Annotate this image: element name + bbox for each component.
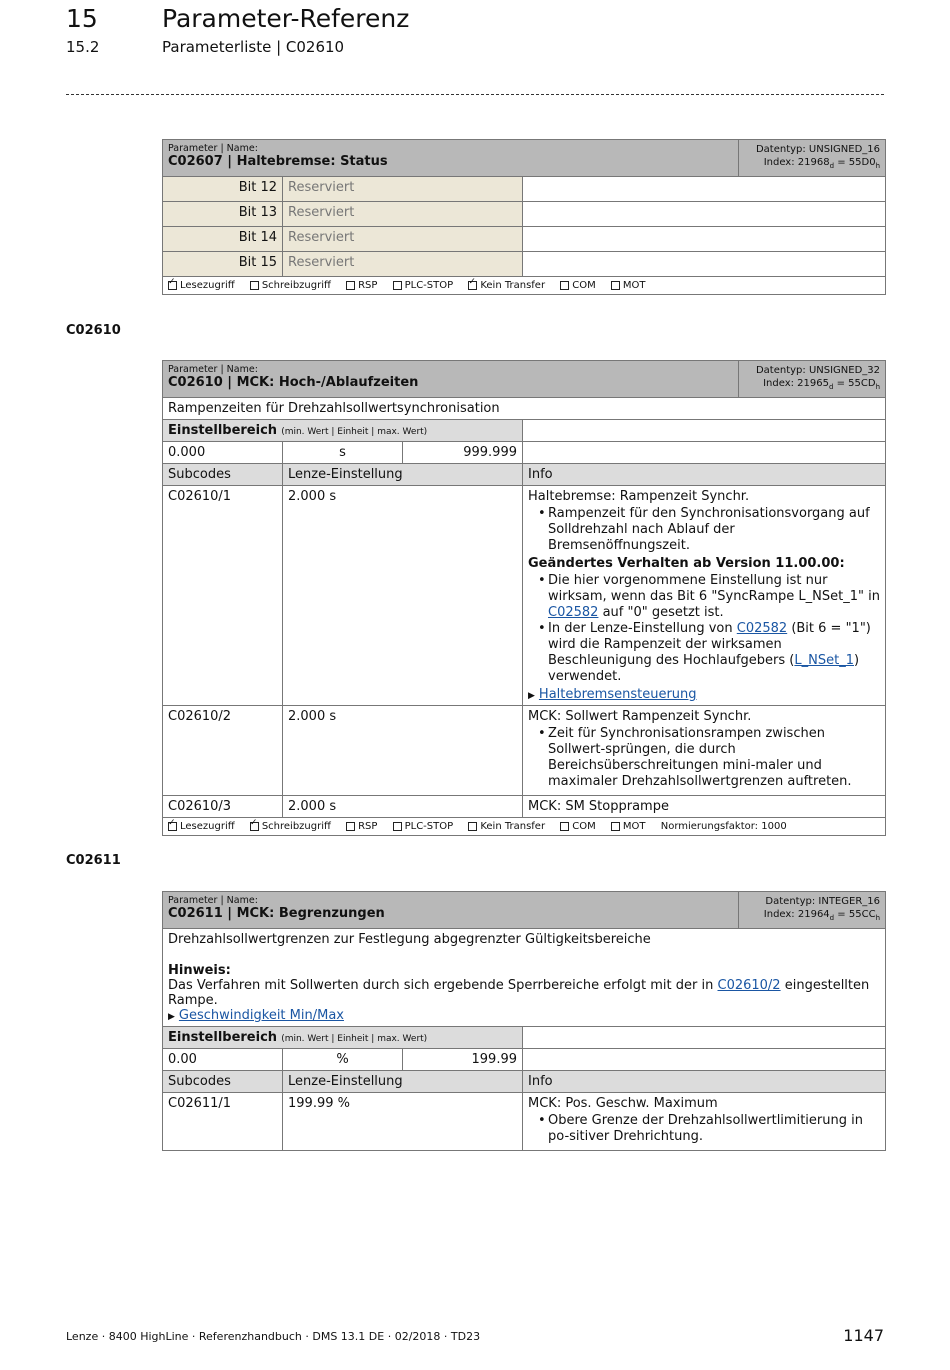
- datatype-cell: [739, 140, 886, 177]
- range-unit: %: [283, 1049, 403, 1071]
- checkbox-empty-icon: [393, 281, 402, 290]
- datatype: Datentyp: UNSIGNED_32: [755, 365, 881, 376]
- subcode: C02610/3: [163, 796, 283, 818]
- link-haltebremsensteuerung[interactable]: Haltebremsensteuerung: [538, 687, 697, 702]
- range-min: 0.000: [163, 442, 283, 464]
- param-table-c02607: [162, 139, 886, 295]
- link-c02582[interactable]: C02582: [548, 605, 599, 620]
- param-table-c02610: [162, 360, 886, 836]
- col-info: Info: [523, 464, 886, 486]
- col-lenze: Lenze-Einstellung: [283, 1071, 523, 1093]
- checkbox-empty-icon: [560, 281, 569, 290]
- info-cell: MCK: Sollwert Rampenzeit Synchr. • Zeit für Synchronisationsrampen zwischen Sollwert-sprüngen, die durch Bereichsüberschreitungen mini-maler und maximaler Drehzahlsollwertgrenzen auftreten.: [523, 706, 886, 796]
- bit-label: Bit 14: [163, 227, 283, 252]
- arrow-right-icon: ▶: [528, 691, 535, 701]
- lenze-value: 199.99 %: [283, 1093, 523, 1151]
- link-c02582[interactable]: C02582: [736, 621, 788, 636]
- param-label: Parameter | Name:: [168, 895, 258, 906]
- arrow-right-icon: ▶: [168, 1012, 175, 1022]
- info-cell: MCK: SM Stopprampe: [523, 796, 886, 818]
- norm-factor: Normierungsfaktor: 1000: [660, 821, 787, 832]
- param-header: [163, 892, 739, 929]
- link-c02610-2[interactable]: C02610/2: [717, 978, 781, 993]
- checkbox-empty-icon: [346, 822, 355, 831]
- bit-label: Bit 13: [163, 202, 283, 227]
- checkbox-checked-icon: [468, 281, 477, 290]
- subcode: C02610/1: [163, 486, 283, 706]
- range-unit: s: [283, 442, 403, 464]
- index: Index: $21965_d = 55CD_h$: [763, 378, 881, 391]
- bit-value: Reserviert: [283, 177, 523, 202]
- checkbox-checked-icon: [250, 822, 259, 831]
- access-flags: ✓Lesezugriff ✓ Schreibzugriff RSP PLC-STOP Kein Transfer COM MOT Normierungsfaktor: 1000: [163, 818, 886, 836]
- lenze-value: 2.000 s: [283, 706, 523, 796]
- lenze-value: 2.000 s: [283, 486, 523, 706]
- anchor-c02611: C02611: [66, 853, 121, 868]
- range-header: Einstellbereich (min. Wert | Einheit | max. Wert): [163, 420, 523, 442]
- access-flags: ✓Lesezugriff Schreibzugriff RSP PLC-STOP ✓ Kein Transfer COM MOT: [163, 277, 886, 295]
- datatype-cell: [739, 892, 886, 929]
- datatype: Datentyp: UNSIGNED_16: [755, 144, 880, 155]
- range-max: 199.99: [403, 1049, 523, 1071]
- bit-value: Reserviert: [283, 202, 523, 227]
- bit-label: Bit 15: [163, 252, 283, 277]
- chapter-number: 15: [66, 4, 98, 33]
- checkbox-checked-icon: [168, 281, 177, 290]
- section-number: 15.2: [66, 38, 100, 56]
- anchor-c02610: C02610: [66, 323, 121, 338]
- param-label: Parameter | Name:: [168, 143, 258, 154]
- index: Index: $21964_d = 55CC_h$: [763, 909, 880, 922]
- info-cell: MCK: Pos. Geschw. Maximum • Obere Grenze der Drehzahlsollwertlimitierung in po-sitiver Drehrichtung.: [523, 1093, 886, 1151]
- param-header: [163, 140, 739, 177]
- param-description: Rampenzeiten für Drehzahlsollwertsynchronisation: [163, 398, 886, 420]
- page-number: 1147: [843, 1326, 884, 1345]
- col-subcodes: Subcodes: [163, 1071, 283, 1093]
- range-min: 0.00: [163, 1049, 283, 1071]
- col-info: Info: [523, 1071, 886, 1093]
- section-title: Parameterliste | C02610: [162, 38, 345, 56]
- range-max: 999.999: [403, 442, 523, 464]
- subcode: C02611/1: [163, 1093, 283, 1151]
- col-lenze: Lenze-Einstellung: [283, 464, 523, 486]
- footer-text: Lenze · 8400 HighLine · Referenzhandbuch · DMS 13.1 DE · 02/2018 · TD23: [66, 1330, 481, 1343]
- bit-value: Reserviert: [283, 227, 523, 252]
- param-header: [163, 361, 739, 398]
- checkbox-checked-icon: [168, 822, 177, 831]
- checkbox-empty-icon: [250, 281, 259, 290]
- col-subcodes: Subcodes: [163, 464, 283, 486]
- bit-label: Bit 12: [163, 177, 283, 202]
- checkbox-empty-icon: [346, 281, 355, 290]
- param-description: Drehzahlsollwertgrenzen zur Festlegung abgegrenzter Gültigkeitsbereiche Hinweis: Das Verfahren mit Sollwerten durch sich ergebende Sperrbereiche erfolgt mit der in C02610/2 eingestellten Rampe. ▶ Geschwindigkeit Min/Max: [163, 929, 886, 1027]
- note-label: Hinweis:: [168, 963, 231, 978]
- link-geschwindigkeit-min-max[interactable]: Geschwindigkeit Min/Max: [178, 1008, 344, 1023]
- param-name: C02610 | MCK: Hoch-/Ablaufzeiten: [168, 375, 419, 390]
- bit-value: Reserviert: [283, 252, 523, 277]
- checkbox-empty-icon: [611, 281, 620, 290]
- chapter-title: Parameter-Referenz: [162, 4, 410, 33]
- header-divider: [66, 94, 884, 95]
- info-cell: Haltebremse: Rampenzeit Synchr. • Rampenzeit für den Synchronisationsvorgang auf Solldrehzahl nach Ablauf der Bremsenöffnungszeit. Geändertes Verhalten ab Version 11.00.00: • Die hier vorgenommene Einstellung ist nur wirksam, wenn das Bit 6 "SyncRampe L_NSet_1" in C02582 auf "0" gesetzt ist. • In der Lenze-Einstellung von C02582 (Bit 6 = "1") wird die Rampenzeit der wirksamen Beschleunigung des Hochlaufgebers (L_NSet_1) verwendet. ▶ Haltebremsensteuerung: [523, 486, 886, 706]
- checkbox-empty-icon: [560, 822, 569, 831]
- checkbox-empty-icon: [393, 822, 402, 831]
- param-name: C02607 | Haltebremse: Status: [168, 154, 388, 169]
- range-header: Einstellbereich (min. Wert | Einheit | max. Wert): [163, 1027, 523, 1049]
- subcode: C02610/2: [163, 706, 283, 796]
- datatype-cell: [739, 361, 886, 398]
- param-table-c02611: [162, 891, 886, 1151]
- checkbox-empty-icon: [468, 822, 477, 831]
- index: Index: $21968_d = 55D0_h$: [763, 157, 880, 170]
- datatype: Datentyp: INTEGER_16: [765, 896, 880, 907]
- param-label: Parameter | Name:: [168, 364, 258, 375]
- link-l-nset-1[interactable]: L_NSet_1: [794, 653, 854, 668]
- param-name: C02611 | MCK: Begrenzungen: [168, 906, 385, 921]
- lenze-value: 2.000 s: [283, 796, 523, 818]
- checkbox-empty-icon: [611, 822, 620, 831]
